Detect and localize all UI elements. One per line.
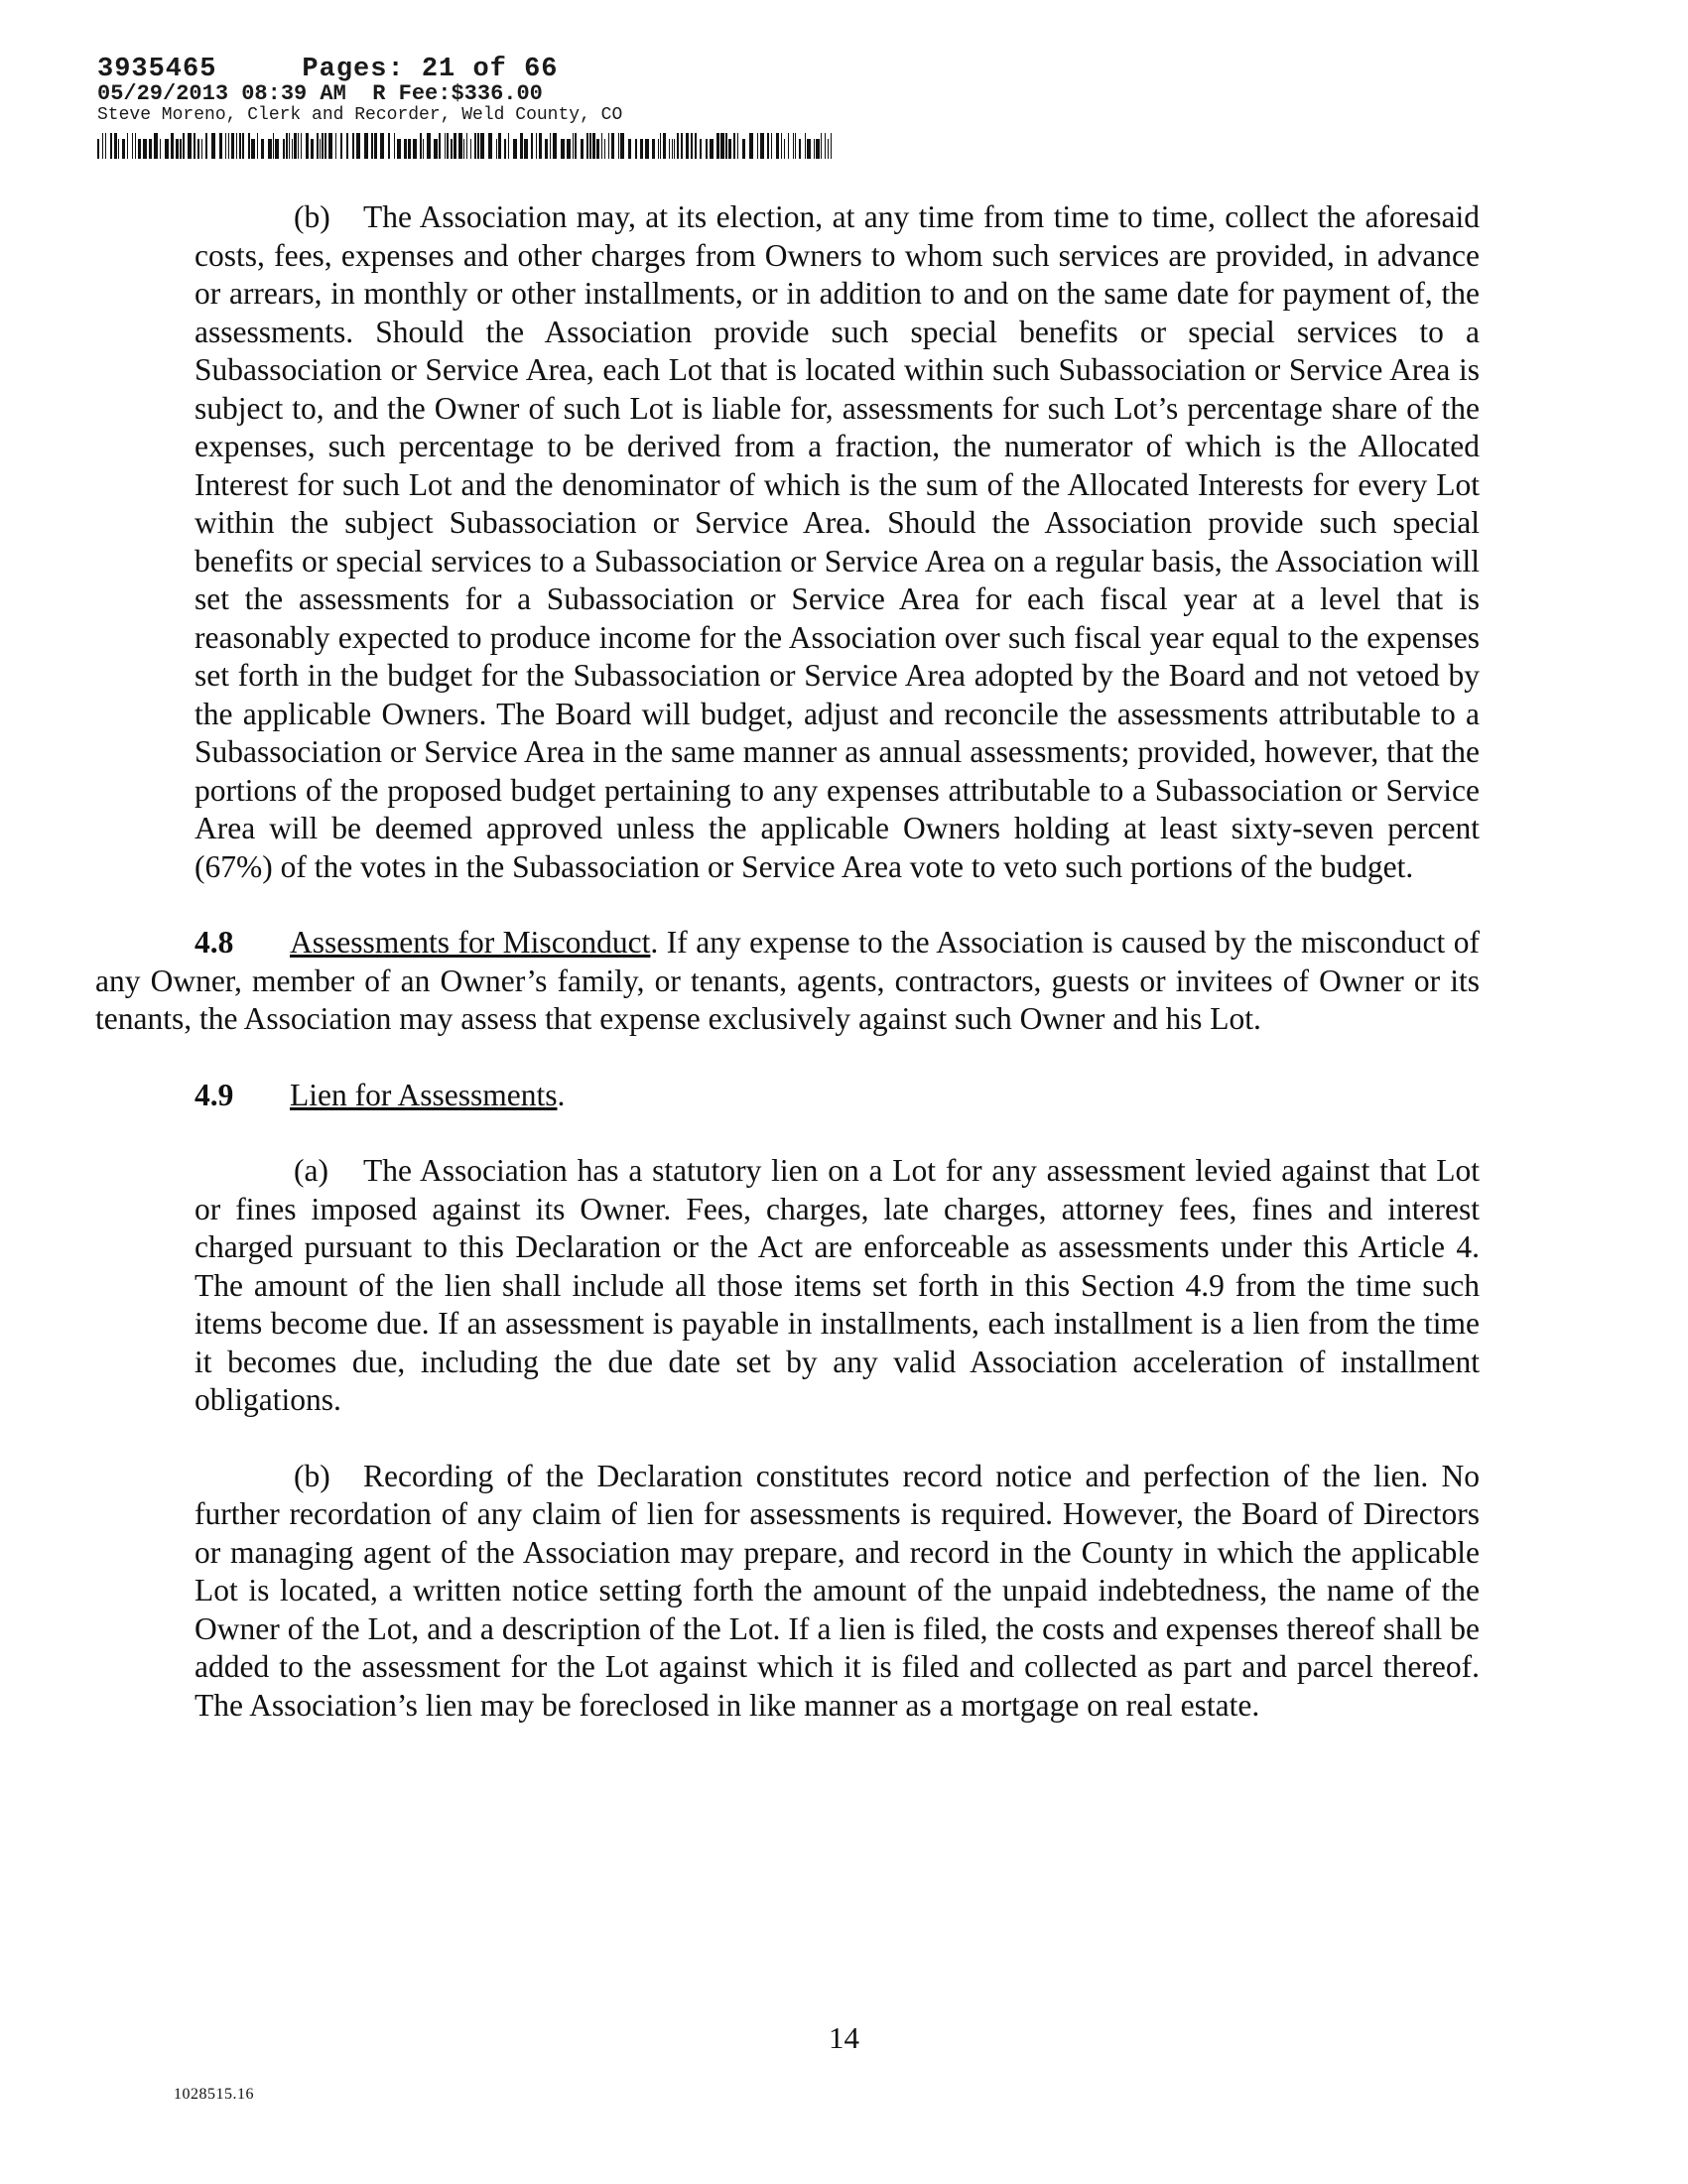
barcode-bar (524, 139, 528, 159)
barcode-bar (306, 133, 309, 159)
barcode-bar (831, 133, 832, 159)
barcode-bar (346, 133, 348, 159)
barcode-bar (611, 133, 614, 159)
barcode-bar (176, 139, 179, 159)
barcode-bar (581, 139, 584, 159)
barcode-bar (672, 139, 673, 159)
barcode-bar (466, 133, 467, 159)
section-number: 4.8 (195, 925, 234, 960)
barcode-bar (674, 139, 675, 159)
barcode-bar (242, 133, 244, 159)
barcode-bar (620, 133, 624, 159)
barcode-bar (781, 133, 782, 159)
section-4-9-heading: 4.9 Lien for Assessments. (195, 1077, 1480, 1115)
barcode-bar (149, 139, 152, 159)
barcode-bar (725, 133, 727, 159)
barcode-bar (97, 139, 99, 159)
barcode-bar (154, 133, 158, 159)
barcode-bar (298, 133, 299, 159)
page-number: 14 (829, 2020, 859, 2055)
barcode-bar (423, 139, 424, 159)
barcode-bar (135, 133, 136, 159)
barcode-bar (553, 133, 557, 159)
barcode-bar (508, 133, 509, 159)
barcode-bar (138, 139, 141, 159)
barcode-bar (604, 139, 605, 159)
barcode-bar (586, 133, 588, 159)
barcode-bar (799, 139, 801, 159)
barcode-bar (188, 133, 192, 159)
barcode-bar (445, 133, 446, 159)
barcode-bar (458, 133, 462, 159)
barcode-bar (127, 133, 128, 159)
barcode-bar (805, 133, 806, 159)
barcode-bar (320, 139, 321, 159)
recording-date-fee-line: 05/29/2013 08:39 AM R Fee:$336.00 (97, 81, 543, 106)
barcode-bar (686, 133, 689, 159)
barcode-bar (454, 133, 456, 159)
document-body (95, 198, 1481, 1725)
barcode-bar (228, 133, 229, 159)
paragraph-text: The Association may, at its election, at any time from time to time, collect the aforesaid costs, fees, expenses and other charges from Owners to whom such services are provided, in advance or arrears, in monthly or other installments, or in addition to and on the same date for payment of, the assessments. Should the Association provide such special benefits or special services to a Subassociation or Service Area, each Lot that is located within such Subassociation or Service Area is subject to, and the Owner of such Lot is liable for, assessments for such Lot’s percentage share of the expenses, such percentage to be derived from a fraction, the numerator of which is the Allocated Interest for such Lot and the denominator of which is the sum of the Allocated Interests for every Lot within the subject Subassociation or Service Area. Should the Association provide such special benefits or special services to a Subassociation or Service Area on a regular basis, the Association will set the assessments for a Subassociation or Service Area for each fiscal year at a level that is reasonably expected to produce income for the Association over such fiscal year equal to the expenses set forth in the budget for the Subassociation or Service Area adopted by the Board and not vetoed by the applicable Owners. The Board will budget, adjust and reconcile the assessments attributable to a Subassociation or Service Area in the same manner as annual assessments; provided, however, that the portions of the proposed budget pertaining to any expenses attributable to a Subassociation or Service Area will be deemed approved unless the applicable Owners holding at least sixty-seven percent (67%) of the votes in the Subassociation or Service Area vote to veto such portions of the budget. (195, 199, 1480, 884)
barcode-bar (561, 139, 565, 159)
barcode-bar (219, 133, 222, 159)
barcode-bar (691, 133, 693, 159)
barcode-bar (733, 133, 735, 159)
barcode-bar (114, 133, 117, 159)
barcode-bar (201, 139, 202, 159)
barcode-bar (645, 139, 649, 159)
section-title: Lien for Assessments (290, 1077, 558, 1112)
barcode-bar (677, 133, 679, 159)
barcode-bar (275, 139, 279, 159)
barcode-bar (807, 139, 811, 159)
paragraph-label: (b) (294, 199, 330, 234)
barcode-bar (681, 133, 683, 159)
barcode-bar (122, 139, 125, 159)
barcode-bar (439, 133, 441, 159)
barcode-bar (658, 139, 659, 159)
barcode-bar (660, 133, 661, 159)
barcode-bar (608, 133, 609, 159)
barcode-bar (539, 133, 542, 159)
barcode-bar (821, 133, 822, 159)
barcode-bar (352, 133, 354, 159)
barcode-bar (695, 133, 697, 159)
barcode-bar (589, 133, 591, 159)
barcode-bar (171, 133, 174, 159)
barcode-bar (531, 133, 533, 159)
barcode-bar (513, 139, 517, 159)
barcode-bar (236, 133, 237, 159)
barcode-bar (767, 133, 769, 159)
barcode-bar (397, 139, 401, 159)
barcode-bar (700, 139, 702, 159)
paragraph-text: Recording of the Declaration constitutes record notice and perfection of the lien. No further recordation of any claim of lien for assessments is required. However, the Board of Directors or managing agent of the Association may prepare, and record in the County in which the applicable Lot is located, a written notice setting forth the amount of the unpaid indebtedness, the name of the Owner of the Lot, and a description of the Lot. If a lien is filed, the costs and expenses thereof shall be added to the assessment for the Lot against which it is filed and collected as part and parcel thereof. The Association’s lien may be foreclosed in like manner as a mortgage on real estate. (195, 1458, 1480, 1723)
barcode-bar (317, 133, 319, 159)
barcode-bar (601, 133, 602, 159)
paragraph-4-7-b (195, 198, 1480, 886)
barcode-bar (273, 133, 274, 159)
barcode-bar (451, 139, 453, 159)
barcode-bar (596, 139, 599, 159)
recording-stamp (97, 56, 622, 125)
barcode-bar (239, 133, 241, 159)
barcode-bar (749, 133, 753, 159)
barcode-bar (248, 133, 250, 159)
barcode-bar (434, 139, 438, 159)
barcode-bar (294, 133, 297, 159)
barcode-bar (728, 139, 731, 159)
section-title: Assessments for Misconduct (290, 925, 651, 960)
barcode-bar (795, 133, 796, 159)
barcode-bar (371, 133, 373, 159)
barcode-bar (592, 133, 595, 159)
barcode-bar (550, 133, 551, 159)
barcode-bar (816, 139, 820, 159)
barcode-bar (628, 139, 631, 159)
barcode-bar (110, 133, 112, 159)
barcode-bar (420, 133, 422, 159)
paragraph-label: (a) (294, 1153, 328, 1188)
barcode-bar (669, 139, 670, 159)
barcode-bar (394, 133, 395, 159)
barcode-bar (757, 133, 758, 159)
barcode-bar (261, 139, 264, 159)
barcode-bar (160, 139, 161, 159)
barcode-bar (788, 133, 789, 159)
barcode-bar (105, 133, 106, 159)
barcode-bar (183, 133, 185, 159)
barcode-bar (573, 133, 574, 159)
barcode-bar (257, 133, 258, 159)
barcode-bar (322, 133, 324, 159)
barcode-bar (292, 139, 293, 159)
recording-barcode (97, 133, 832, 159)
barcode-bar (340, 133, 342, 159)
barcode-bar (311, 139, 314, 159)
barcode-bar (652, 139, 655, 159)
paragraph-label: (b) (294, 1458, 330, 1493)
barcode-bar (575, 133, 577, 159)
barcode-bar (427, 133, 431, 159)
barcode-bar (567, 139, 571, 159)
barcode-bar (488, 133, 492, 159)
barcode-bar (706, 139, 708, 159)
barcode-bar (328, 133, 332, 159)
barcode-bar (211, 133, 215, 159)
barcode-bar (663, 133, 666, 159)
barcode-bar (470, 139, 471, 159)
barcode-bar (545, 139, 548, 159)
barcode-bar (231, 133, 234, 159)
barcode-bar (404, 139, 407, 159)
reception-pages-line: 3935465 Pages: 21 of 66 (97, 55, 559, 84)
barcode-bar (335, 133, 336, 159)
section-number: 4.9 (195, 1077, 234, 1112)
barcode-bar (776, 133, 779, 159)
barcode-bar (447, 133, 449, 159)
barcode-bar (197, 139, 199, 159)
barcode-bar (374, 133, 377, 159)
barcode-bar (520, 133, 523, 159)
barcode-bar (710, 139, 714, 159)
barcode-bar (205, 133, 207, 159)
barcode-bar (380, 133, 384, 159)
barcode-bar (194, 133, 195, 159)
barcode-bar (828, 139, 829, 159)
barcode-bar (225, 133, 226, 159)
barcode-bar (640, 139, 643, 159)
barcode-bar (132, 133, 133, 159)
section-4-8: 4.8 Assessments for Misconduct. If any expense to the Association is caused by the misconduct of any Owner, member of an Owner’s family, or tenants, agents, contractors, guests or invitees of Owner or its tenants, the Association may assess that expense exclusively against such Owner and his Lot. (95, 925, 1481, 1036)
barcode-bar (463, 139, 464, 159)
barcode-bar (825, 133, 826, 159)
barcode-bar (737, 133, 738, 159)
barcode-bar (474, 133, 476, 159)
barcode-bar (480, 133, 484, 159)
document-id: 1028515.16 (174, 2086, 254, 2103)
barcode-bar (356, 133, 360, 159)
barcode-bar (742, 139, 745, 159)
barcode-bar (618, 133, 619, 159)
barcode-bar (364, 133, 368, 159)
paragraph-4-9-b (195, 1458, 1480, 1726)
paragraph-text: The Association has a statutory lien on a Lot for any assessment levied against that Lot or fines imposed against its Owner. Fees, charges, late charges, attorney fees, fines and interest charged pursuant to this Declaration or the Act are enforceable as assessments under this Article 4. The amount of the lien shall include all those items set forth in this Section 4.9 from the time such items become due. If an assessment is payable in installments, each installment is a lien from the time it becomes due, including the due date set by any valid Association acceleration of installment obligations. (195, 1153, 1480, 1417)
barcode-bar (283, 139, 285, 159)
barcode-bar (504, 139, 506, 159)
barcode-bar (784, 139, 785, 159)
barcode-bar (102, 133, 103, 159)
barcode-bar (413, 139, 417, 159)
barcode-bar (388, 133, 390, 159)
barcode-bar (536, 133, 537, 159)
barcode-bar (477, 133, 479, 159)
barcode-bar (286, 133, 288, 159)
barcode-bar (496, 139, 497, 159)
barcode-bar (268, 139, 272, 159)
barcode-bar (118, 139, 119, 159)
barcode-bar (720, 133, 724, 159)
barcode-bar (325, 133, 326, 159)
barcode-bar (635, 139, 637, 159)
barcode-bar (760, 133, 764, 159)
barcode-bar (716, 133, 719, 159)
clerk-recorder-line: Steve Moreno, Clerk and Recorder, Weld County, CO (97, 105, 623, 125)
barcode-bar (301, 133, 302, 159)
paragraph-4-9-a (195, 1152, 1480, 1420)
barcode-bar (180, 139, 182, 159)
barcode-bar (251, 139, 255, 159)
barcode-bar (814, 139, 815, 159)
barcode-bar (771, 133, 772, 159)
barcode-bar (143, 139, 147, 159)
barcode-bar (793, 133, 794, 159)
section-text: If any expense to the Association is caused by the misconduct of any Owner, member of an Owner’s family, or tenants, agents, contractors, guests or invitees of Owner or its tenants, the Association may assess that expense exclusively against such Owner and his Lot. (95, 925, 1481, 1036)
barcode-bar (498, 133, 501, 159)
barcode-bar (408, 139, 411, 159)
barcode-bar (165, 139, 169, 159)
barcode-bar (289, 133, 290, 159)
